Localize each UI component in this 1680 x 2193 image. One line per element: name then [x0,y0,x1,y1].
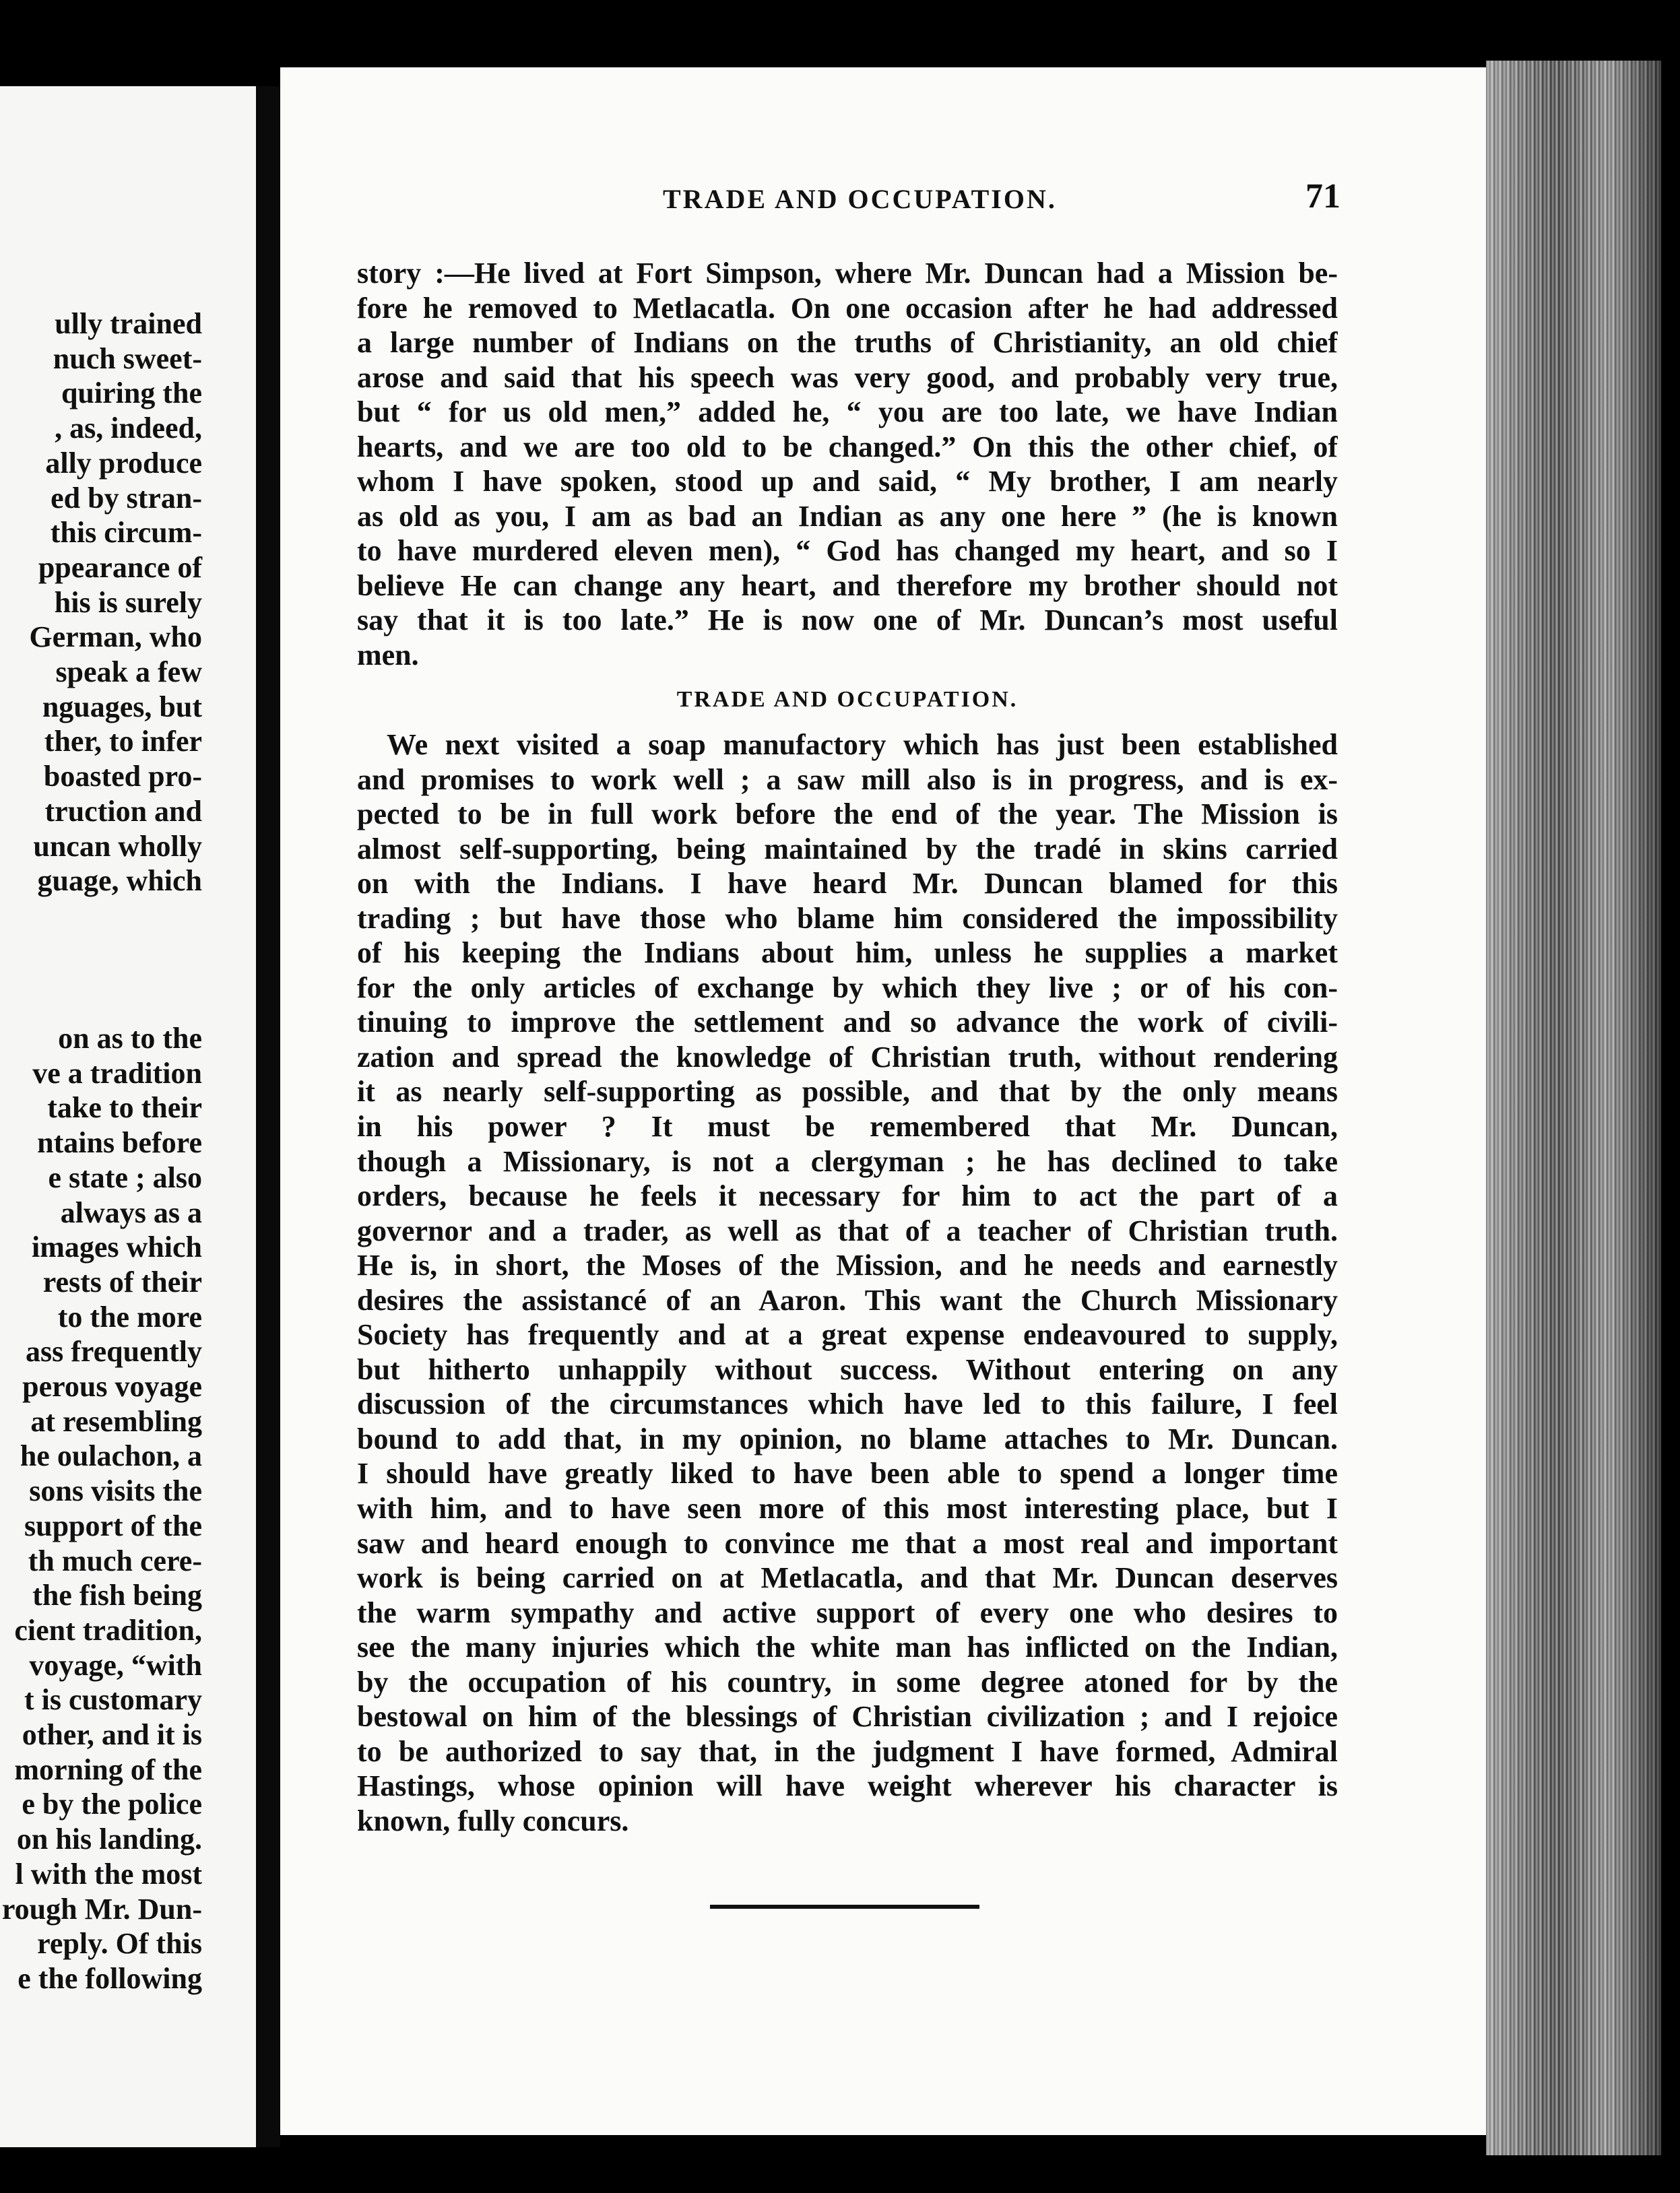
text-line: boasted pro- [43,760,202,793]
text-line: German, who [29,620,202,654]
section-heading: TRADE AND OCCUPATION. [676,687,1019,712]
left-page [0,86,256,2147]
text-line: to have murdered eleven men), “ God has changed my heart, and so I [357,534,1338,568]
text-line: ve a tradition [32,1056,202,1090]
text-line: cient tradition, [14,1613,202,1647]
text-line: rests of their [42,1265,202,1299]
text-line: speak a few [55,655,202,689]
text-line: ppearance of [38,550,202,584]
text-line: his is surely [54,585,202,619]
text-line: truction and [44,794,202,828]
text-line: ntains before [37,1126,202,1160]
text-line: , as, indeed, [55,412,202,445]
text-line: Society has frequently and at a great expense endeavoured to supply, [357,1318,1338,1352]
text-line: trading ; but have those who blame him considered the impossibility [357,901,1338,935]
page-edges-shade [1486,61,1661,2155]
text-line: rough Mr. Dun- [1,1892,202,1926]
text-line: zation and spread the knowledge of Christian truth, without rendering [357,1040,1338,1074]
text-line: at resembling [30,1404,202,1438]
text-line: quiring the [61,377,202,410]
text-line: fore he removed to Metlacatla. On one occasion after he had addressed [357,291,1338,325]
text-line: discussion of the circumstances which have led to this failure, I feel [357,1387,1338,1421]
book-gutter [256,86,280,2147]
text-line: bestowal on him of the blessings of Christian civilization ; and I rejoice [357,1700,1338,1734]
text-line: tinuing to improve the settlement and so advance the work of civili- [357,1006,1338,1039]
text-line: t is customary [24,1683,202,1717]
text-line: story :—He lived at Fort Simpson, where Mr. Duncan had a Mission be- [357,257,1338,290]
text-line: other, and it is [22,1718,202,1752]
text-line: though a Missionary, is not a clergyman ; he has declined to take [357,1144,1338,1178]
text-line: say that it is too late.” He is now one of Mr. Duncan’s most useful [357,603,1338,637]
text-line: this circum- [50,516,202,550]
text-line: by the occupation of his country, in some degree atoned for by the [357,1665,1338,1699]
text-line: desires the assistancé of an Aaron. This want the Church Missionary [357,1283,1338,1317]
text-line: but “ for us old men,” added he, “ you are too late, we have Indian [357,395,1338,429]
text-line: with him, and to have seen more of this most interesting place, but I [357,1492,1338,1526]
running-head: TRADE AND OCCUPATION. [663,184,1057,214]
text-line: l with the most [15,1857,202,1891]
text-line: of his keeping the Indians about him, unless he supplies a market [357,936,1338,970]
text-line: ther, to infer [44,725,202,758]
text-line: voyage, “with [29,1648,202,1682]
text-line: arose and said that his speech was very good, and probably very true, [357,360,1338,394]
text-line: orders, because he feels it necessary for him to act the part of a [357,1179,1338,1213]
text-line: I should have greatly liked to have been able to spend a longer time [357,1457,1338,1491]
text-line: reply. Of this [37,1927,202,1961]
text-line: work is being carried on at Metlacatla, and that Mr. Duncan deserves [357,1561,1338,1595]
text-line: always as a [60,1196,202,1229]
text-line: Hastings, whose opinion will have weight wherever his character is [357,1769,1338,1803]
text-line: hearts, and we are too old to be changed.” On this the other chief, of [357,430,1338,463]
text-line: th much cere- [28,1544,202,1577]
text-line: known, fully concurs. [357,1804,629,1837]
text-line: a large number of Indians on the truths of Christianity, an old chief [357,326,1338,360]
text-line: ully trained [55,307,202,340]
text-line: e the following [18,1961,202,1995]
text-line: to be authorized to say that, in the judgment I have formed, Admiral [357,1734,1338,1768]
text-line: bound to add that, in my opinion, no blame attaches to Mr. Duncan. [357,1422,1338,1455]
text-line: for the only articles of exchange by which they live ; or of his con- [357,971,1338,1004]
text-line: images which [32,1231,202,1264]
page-number: 71 [1305,177,1340,216]
text-line: guage, which [37,864,202,898]
text-line: believe He can change any heart, and therefore my brother should not [357,568,1338,602]
text-line: uncan wholly [33,829,202,863]
left-page-text-lower [0,1021,202,1996]
text-line: and promises to work well ; a saw mill also is in progress, and is ex- [357,762,1338,796]
paragraph-two [357,727,1338,1839]
text-line: take to their [47,1091,202,1125]
text-line: but hitherto unhappily without success. Without entering on any [357,1352,1338,1386]
text-line: he oulachon, a [20,1439,202,1473]
text-line: sons visits the [29,1474,202,1508]
text-line: ass frequently [26,1335,202,1369]
text-line: on his landing. [16,1823,202,1856]
text-line: on as to the [58,1022,202,1055]
text-line: governor and a trader, as well as that of a teacher of Christian truth. [357,1214,1338,1247]
text-line: We next visited a soap manufactory which has just been established [387,728,1338,761]
text-line: it as nearly self-supporting as possible, and that by the only means [357,1075,1338,1109]
text-line: on with the Indians. I have heard Mr. Duncan blamed for this [357,867,1338,901]
text-line: e state ; also [48,1160,202,1194]
text-line: the warm sympathy and active support of every one who desires to [357,1596,1338,1629]
text-line: ally produce [45,446,202,480]
text-line: almost self-supporting, being maintained by the tradé in skins carried [357,832,1338,865]
text-line: as old as you, I am as bad an Indian as any one here ” (he is known [357,499,1338,533]
text-line: ed by stran- [51,481,202,515]
text-line: He is, in short, the Moses of the Mission, and he needs and earnestly [357,1249,1338,1282]
text-line: the fish being [32,1579,202,1612]
paragraph-one [357,256,1338,673]
text-line: in his power ? It must be remembered that Mr. Duncan, [357,1110,1338,1144]
text-line: whom I have spoken, stood up and said, “ My brother, I am nearly [357,465,1338,498]
text-line: men. [357,639,419,672]
text-line: saw and heard enough to convince me that a most real and important [357,1526,1338,1560]
text-line: nguages, but [42,690,202,723]
text-line: morning of the [14,1753,202,1786]
text-line: nuch sweet- [53,341,202,375]
text-line: pected to be in full work before the end of the year. The Mission is [357,797,1338,831]
text-line: support of the [24,1509,202,1542]
text-line: perous voyage [22,1370,202,1404]
text-line: to the more [57,1300,202,1334]
left-page-text-upper [0,306,202,898]
text-line: see the many injuries which the white man has inflicted on the Indian, [357,1631,1338,1664]
end-rule [710,1905,979,1909]
text-line: e by the police [22,1788,202,1821]
